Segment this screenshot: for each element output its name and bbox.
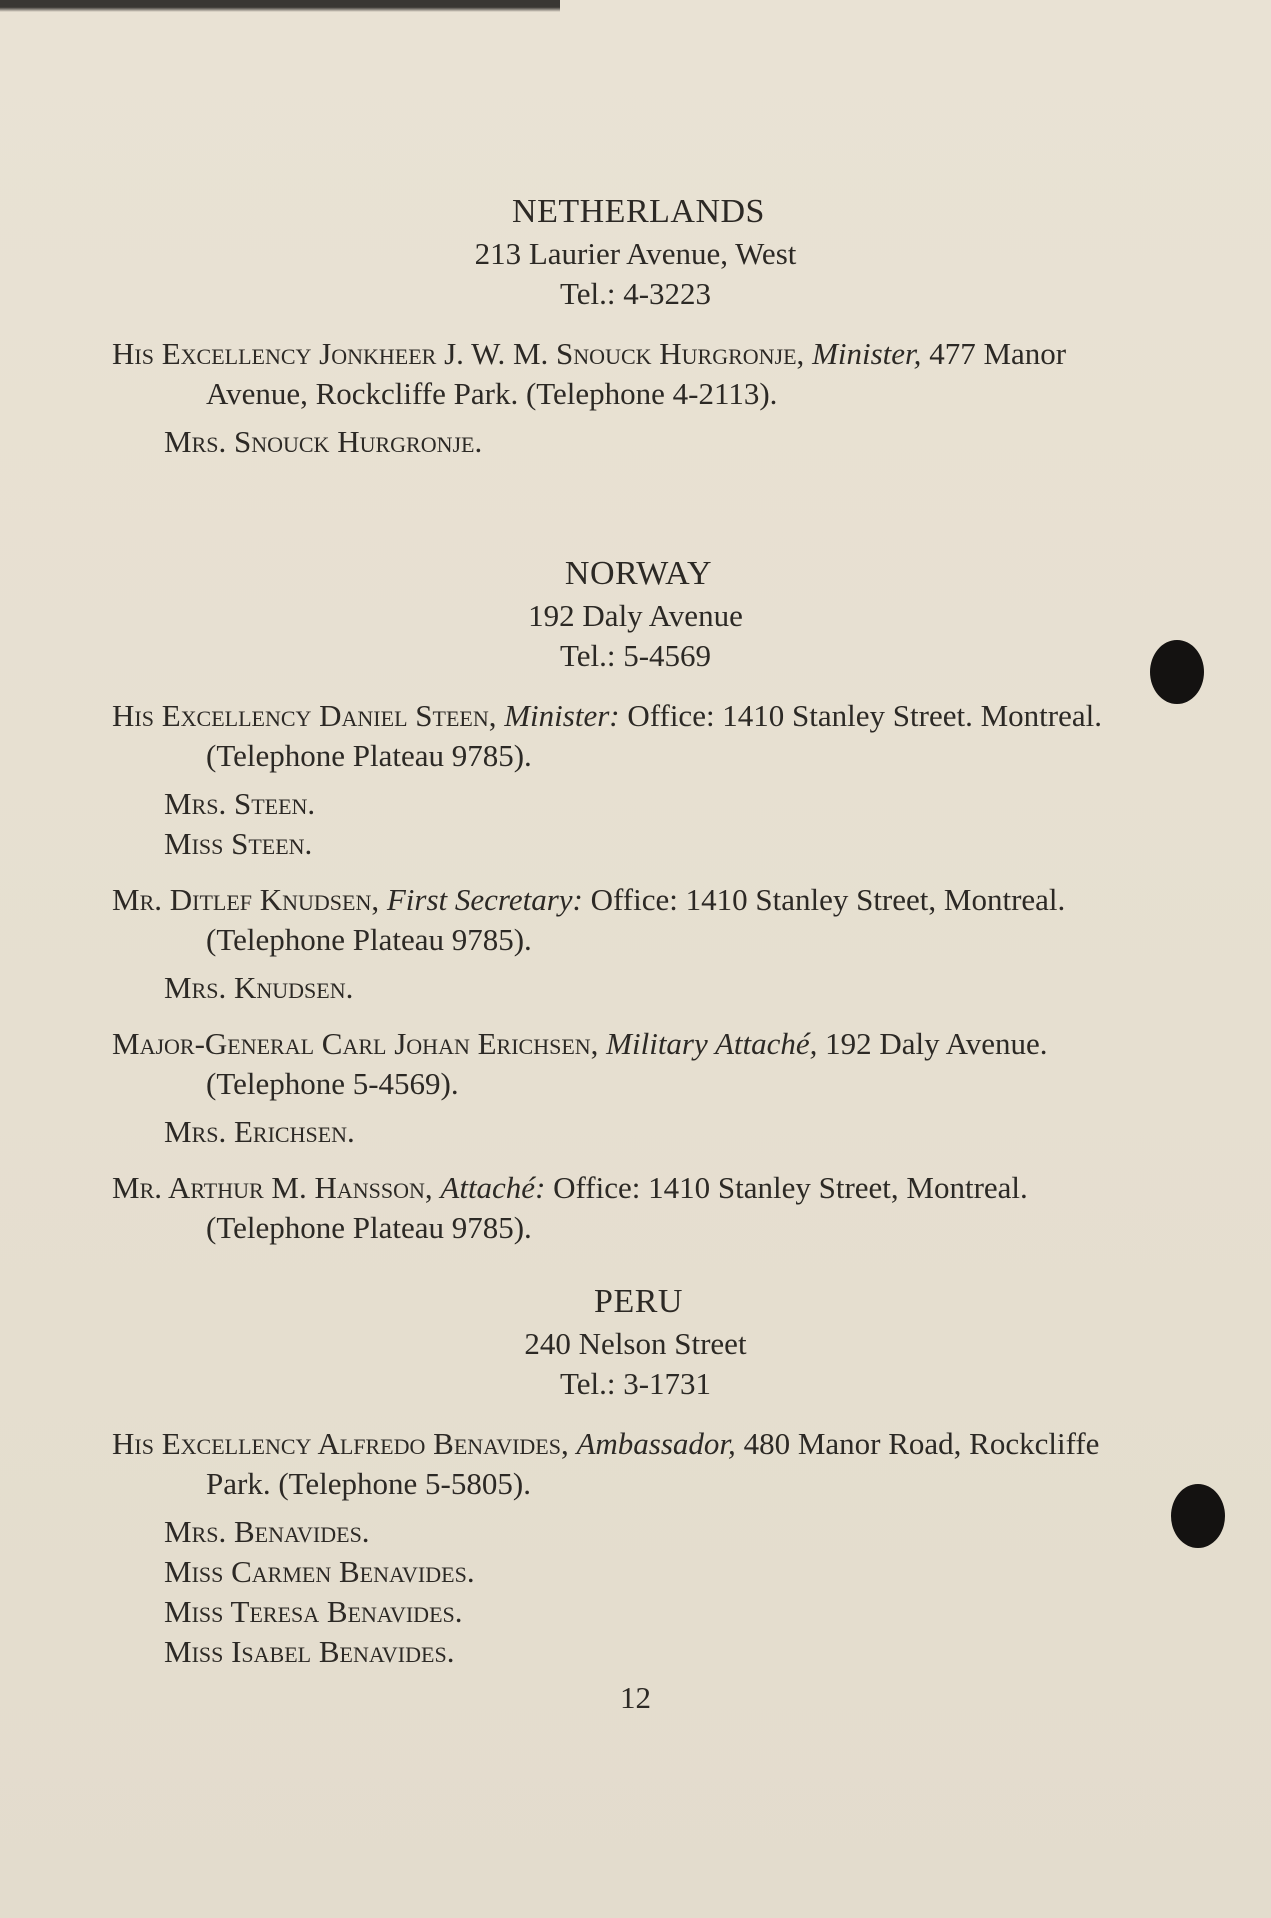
diplomat-details: 480 Manor Road, Rockcliffe Park. (Telephone 5-5805). — [206, 1426, 1100, 1501]
embassy-telephone: Tel.: 5-4569 — [559, 638, 712, 673]
country-heading: PERU — [594, 1283, 683, 1320]
diplomat-name: His Excellency Daniel Steen, — [112, 698, 497, 733]
diplomat-details: 477 Manor Avenue, Rockcliffe Park. (Telephone 4-2113). — [206, 336, 1067, 411]
page-top-edge — [0, 0, 560, 12]
family-member: Mrs. Benavides. — [164, 1514, 370, 1549]
diplomat-title: Military Attaché, — [606, 1026, 818, 1061]
country-heading: NETHERLANDS — [512, 193, 765, 230]
diplomat-name: Mr. Arthur M. Hansson, — [112, 1170, 433, 1205]
diplomat-entry — [112, 1024, 1122, 1104]
page-number: 12 — [620, 1680, 651, 1715]
diplomat-entry — [112, 1168, 1122, 1248]
diplomat-title: Minister: — [504, 698, 620, 733]
diplomat-details: Office: 1410 Stanley Street. Montreal. (Telephone Plateau 9785). — [206, 698, 1102, 773]
section-peru — [0, 1280, 1271, 1672]
diplomat-title: Minister, — [812, 336, 922, 371]
diplomat-name: His Excellency Jonkheer J. W. M. Snouck Hurgronje, — [112, 336, 805, 371]
family-member: Miss Carmen Benavides. — [164, 1554, 475, 1589]
family-member: Miss Steen. — [164, 826, 313, 861]
section-netherlands — [0, 190, 1271, 462]
diplomat-title: Attaché: — [440, 1170, 546, 1205]
embassy-address: 213 Laurier Avenue, West — [474, 236, 797, 271]
family-member: Mrs. Knudsen. — [164, 970, 354, 1005]
diplomat-title: First Secretary: — [386, 882, 583, 917]
diplomat-entry — [112, 1424, 1122, 1504]
family-member: Mrs. Erichsen. — [164, 1114, 355, 1149]
diplomat-entry — [112, 696, 1122, 776]
diplomat-entry — [112, 334, 1122, 414]
family-member: Miss Teresa Benavides. — [164, 1594, 463, 1629]
diplomat-details: 192 Daly Avenue. (Telephone 5-4569). — [206, 1026, 1048, 1101]
diplomat-name: Major-General Carl Johan Erichsen, — [112, 1026, 599, 1061]
embassy-telephone: Tel.: 4-3223 — [559, 276, 712, 311]
diplomat-details: Office: 1410 Stanley Street, Montreal. (Telephone Plateau 9785). — [206, 1170, 1028, 1245]
diplomat-entry — [112, 880, 1122, 960]
diplomat-name: Mr. Ditlef Knudsen, — [112, 882, 380, 917]
family-member: Mrs. Snouck Hurgronje. — [164, 424, 483, 459]
diplomat-title: Ambassador, — [576, 1426, 736, 1461]
family-member: Mrs. Steen. — [164, 786, 316, 821]
diplomat-details: Office: 1410 Stanley Street, Montreal. (Telephone Plateau 9785). — [206, 882, 1066, 957]
country-heading: NORWAY — [564, 555, 713, 592]
family-member: Miss Isabel Benavides. — [164, 1634, 455, 1669]
section-norway — [0, 552, 1271, 1256]
embassy-telephone: Tel.: 3-1731 — [559, 1366, 712, 1401]
diplomat-name: His Excellency Alfredo Benavides, — [112, 1426, 569, 1461]
embassy-address: 240 Nelson Street — [524, 1326, 747, 1361]
embassy-address: 192 Daly Avenue — [528, 598, 743, 633]
